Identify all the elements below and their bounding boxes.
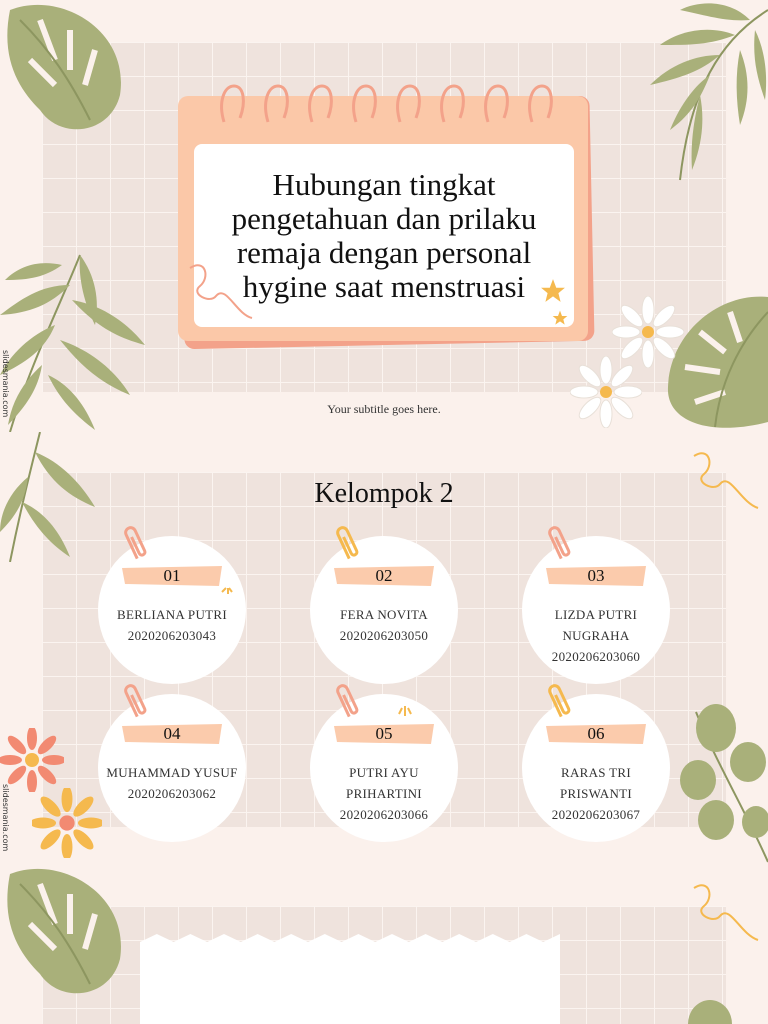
paper-clip-icon [122,680,148,720]
member-id: 2020206203062 [127,786,217,801]
star-icon [552,310,568,326]
paper-clip-icon [334,522,360,562]
member-name [316,762,452,825]
member-number: 01 [163,566,181,585]
member-number: 06 [587,724,605,743]
member-id: 2020206203043 [127,628,217,643]
torn-paper [140,934,560,1024]
member-number: 04 [163,724,181,743]
palm-leaf-icon [600,0,768,190]
group-title: Kelompok 2 [314,478,454,509]
sparkle-icon [220,580,236,596]
member-name-text: MUHAMMAD YUSUF [106,765,238,780]
member-name-text: FERA NOVITA [340,607,428,622]
member-name-text: LIZDA PUTRI NUGRAHA [554,607,638,643]
group-slide [0,432,768,864]
member-name [528,762,664,825]
star-icon [540,278,566,304]
member-number: 05 [375,724,393,743]
watermark: slidesmania.com [1,350,10,418]
gerbera-flower-icon [32,788,102,858]
gerbera-flower-icon [0,728,64,792]
watermark: slidesmania.com [1,784,10,852]
squiggle-icon [690,878,762,944]
member-id: 2020206203060 [551,649,641,664]
squiggle-icon [186,258,256,322]
member-card-03 [522,536,670,684]
member-name [104,762,240,804]
cover-subtitle: Your subtitle goes here. [327,402,441,416]
paper-clip-icon [546,680,572,720]
member-number: 03 [587,566,605,585]
member-id: 2020206203066 [339,807,429,822]
member-name-text: RARAS TRI PRISWANTI [559,765,633,801]
member-card-05 [310,694,458,842]
cover-slide [0,0,768,432]
daisy-flower-icon [570,356,642,428]
paper-clip-icon [122,522,148,562]
member-number: 02 [375,566,393,585]
member-id: 2020206203067 [551,807,641,822]
eucalyptus-branch-icon [676,702,768,864]
member-card-06 [522,694,670,842]
eucalyptus-branch-icon [680,984,768,1024]
paper-clip-icon [334,680,360,720]
cover-title: Hubungan tingkat pengetahuan dan prilaku remaja dengan personal hygine saat menstruasi [231,166,537,304]
paper-clip-icon [546,522,572,562]
spiral-rings [218,82,558,132]
member-id: 2020206203050 [339,628,429,643]
monstera-leaf-icon [0,864,130,1004]
notes-slide [0,864,768,1024]
member-name [104,604,240,646]
member-name [528,604,664,667]
monstera-leaf-icon [0,0,130,140]
member-name [316,604,452,646]
sparkle-icon [396,702,414,718]
member-name-text: BERLIANA PUTRI [116,607,227,622]
member-card-02 [310,536,458,684]
member-name-text: PUTRI AYU PRIHARTINI [346,765,422,801]
member-card-04 [98,694,246,842]
member-card-01 [98,536,246,684]
